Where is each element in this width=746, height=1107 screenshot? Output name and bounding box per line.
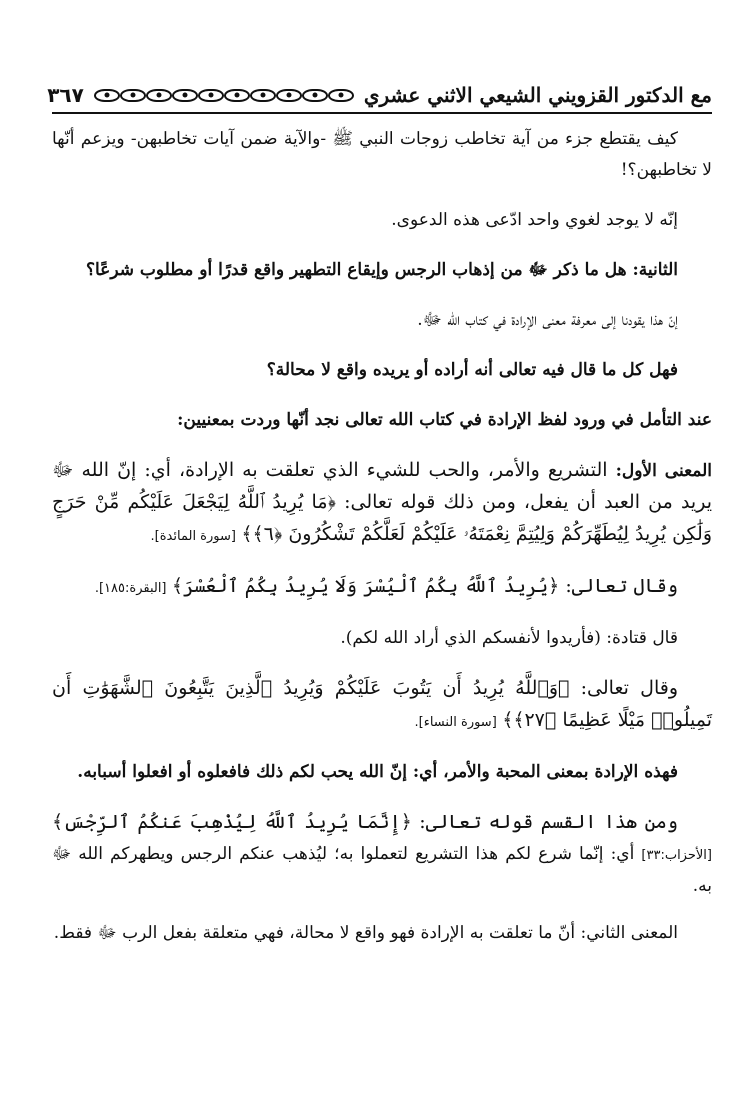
quran-reference: [سورة المائدة]. — [150, 529, 236, 544]
paragraph-text: التشريع والأمر، والحب للشيء الذي تعلقت به الإرادة، أي: إنّ الله ﷻ يريد من العبد أن يفعل، ومن ذلك قوله تعالى: ﴿مَا يُرِيدُ ٱللَّهُ لِيَجْعَلَ عَلَيْكُم مِّنْ حَرَجٍ وَلَٰكِن يُرِيدُ لِيُطَهِّرَكُمْ وَلِيُتِمَّ نِعْمَتَهُۥ عَلَيْكُمْ لَعَلَّكُمْ تَشْكُرُونَ ﴿٦﴾﴾ — [52, 459, 712, 545]
paragraph-lead: المعنى الأول: — [615, 461, 713, 481]
header-title: مع الدكتور القزويني الشيعي الاثني عشري — [363, 83, 712, 107]
quran-reference: [البقرة:١٨٥]. — [94, 581, 167, 596]
paragraph: المعنى الثاني: أنّ ما تعلقت به الإرادة فهو واقع لا محالة، فهي متعلقة بفعل الرب ﷻ فقط. — [53, 923, 678, 943]
paragraph: الثانية: هل ما ذكر ﷻ من إذهاب الرجس وإيقاع التطهير واقع قدرًا أو مطلوب شرعًا؟ — [85, 260, 678, 280]
paragraph: عند التأمل في ورود لفظ الإرادة في كتاب الله تعالى نجد أنّها وردت بمعنيين: — [177, 410, 712, 430]
paragraph: فهل كل ما قال فيه تعالى أنه أراده أو يريده واقع لا محالة؟ — [266, 360, 678, 380]
paragraph: ومن هذا القسم قوله تعالى: ﴿إِنَّمَا يُرِيدُ ٱللَّهُ لِيُذْهِبَ عَنكُمُ ٱلرِّجْسَ﴾ [الأحزاب:٣٣] أي: إنّما شرع لكم هذا التشريع لتعملوا به؛ ليُذهب عنكم الرجس ويطهركم الله ﷻ به. — [52, 811, 712, 896]
paragraph: إنّ هذا يقودنا إلى معرفة معنى الإرادة في كتاب الله ﷻ. — [417, 310, 678, 330]
paragraph: إنّه لا يوجد لغوي واحد ادّعى هذه الدعوى. — [391, 210, 678, 230]
ornament-border-icon — [94, 87, 354, 103]
paragraph: قال قتادة: (فأريدوا لأنفسكم الذي أراد الله لكم). — [340, 628, 678, 648]
paragraph: فهذه الإرادة بمعنى المحبة والأمر، أي: إنّ الله يحب لكم ذلك فافعلوه أو افعلوا أسبابه. — [77, 762, 678, 782]
paragraph: وقال تعالى: ﴿يُرِيدُ ٱللَّهُ بِكُمُ ٱلْيُسْرَ وَلَا يُرِيدُ بِكُمُ ٱلْعُسْرَ﴾ [البقرة:١٨٥]. — [94, 575, 678, 597]
body-text — [52, 124, 712, 968]
quran-reference: [سورة النساء]. — [414, 715, 497, 730]
page-number: ٣٦٧ — [47, 83, 84, 107]
paragraph: وقال تعالى: ﴿وَٱللَّهُ يُرِيدُ أَن يَتُوبَ عَلَيْكُمْ وَيُرِيدُ ٱلَّذِينَ يَتَّبِعُونَ ٱلشَّهَوَٰتِ أَن تَمِيلُوا۟ مَيْلًا عَظِيمًا ﴿٢٧﴾﴾ [سورة النساء]. — [52, 677, 712, 731]
quran-reference: [الأحزاب:٣٣] — [641, 848, 712, 863]
paragraph — [52, 455, 712, 552]
running-header — [47, 78, 712, 114]
paragraph: كيف يقتطع جزء من آية تخاطب زوجات النبي ﷺ -والآية ضمن آيات تخاطبهن- ويزعم أنّها لا تخاطبهن؟! — [52, 129, 712, 180]
